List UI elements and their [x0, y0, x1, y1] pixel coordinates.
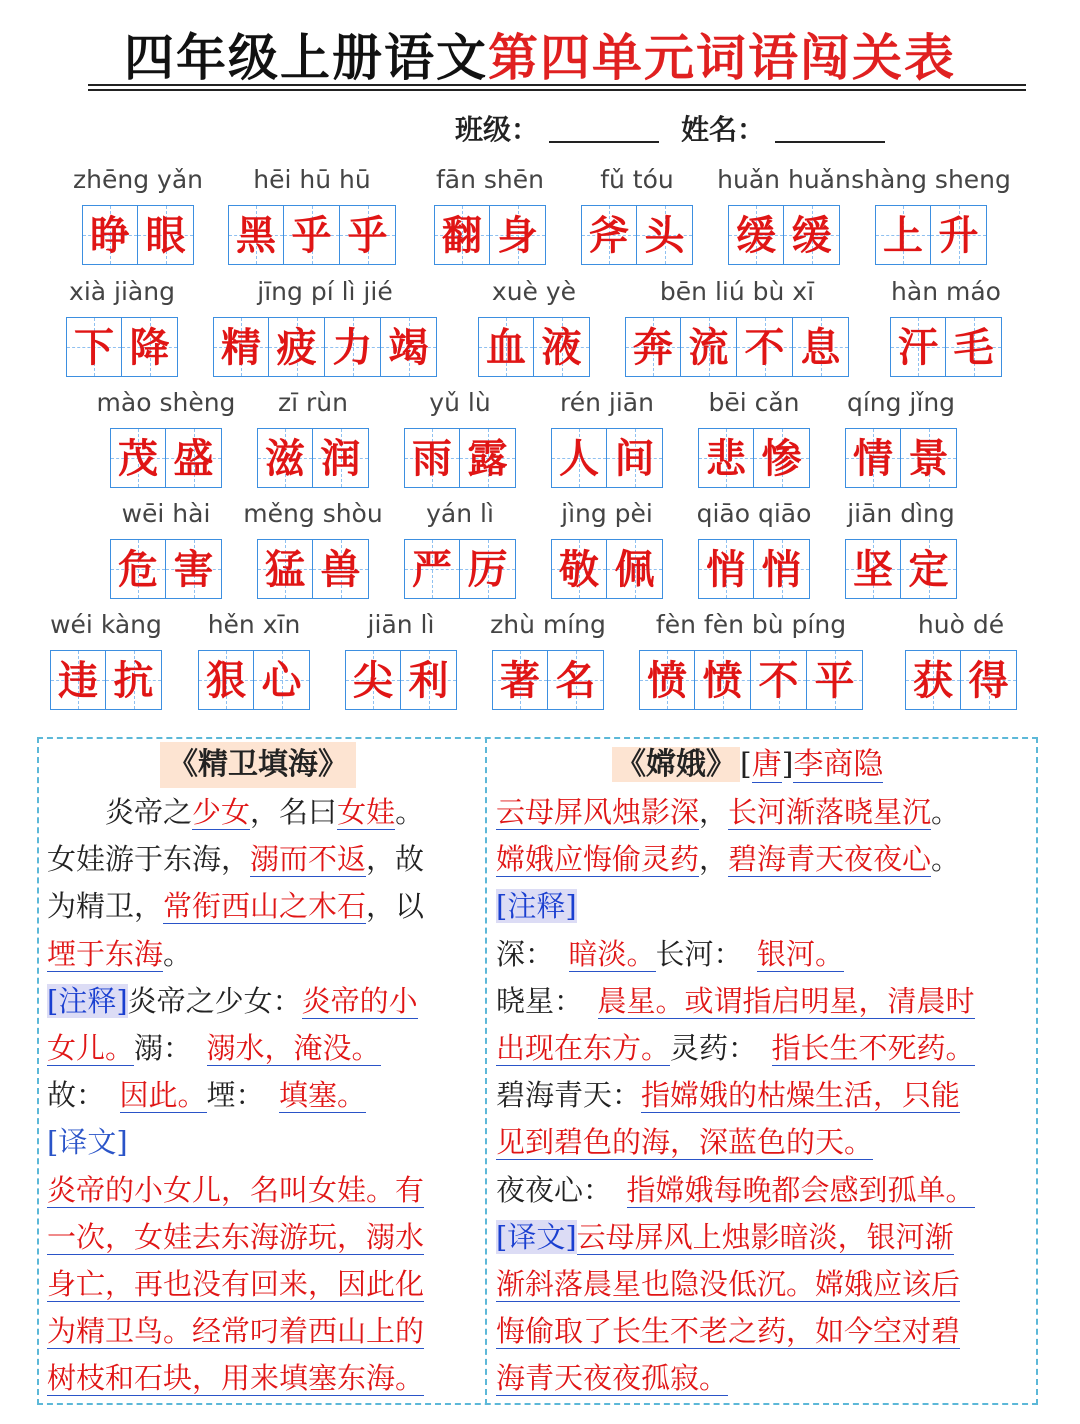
class-label: 班级：: [455, 113, 540, 146]
tianzige-cell: [325, 317, 381, 377]
tianzige-cell: [890, 317, 946, 377]
hanzi-char: 血: [486, 324, 526, 371]
tianzige-boxes: [50, 650, 162, 710]
hanzi-char: 流: [688, 324, 729, 371]
hanzi-char: 佩: [614, 546, 655, 593]
word-pinyin: hàn máo: [891, 277, 1001, 306]
tianzige-boxes: [905, 650, 1017, 710]
tianzige-cell: [698, 539, 754, 599]
tianzige-cell: [381, 317, 437, 377]
hanzi-char: 猛: [265, 546, 305, 593]
hanzi-char: 惨: [761, 435, 802, 482]
tianzige-cell: [213, 317, 269, 377]
tianzige-cell: [110, 539, 166, 599]
tianzige-cell: [254, 650, 310, 710]
word-pinyin: fèn fèn bù píng: [655, 610, 847, 639]
left-column: [47, 789, 477, 1403]
tianzige-cell: [961, 650, 1017, 710]
hanzi-char: 愤: [702, 657, 743, 704]
tianzige-cell: [340, 205, 396, 265]
right-note-6: 夜夜心： 指嫦娥每晚都会感到孤单。: [496, 1172, 975, 1207]
tianzige-boxes: [198, 650, 310, 710]
tianzige-boxes: [478, 317, 590, 377]
tianzige-cell: [66, 317, 122, 377]
hanzi-char: 尖: [353, 657, 393, 704]
tianzige-cell: [166, 428, 222, 488]
hanzi-char: 违: [58, 657, 98, 704]
right-note-2: 晓星： 晨星。或谓指启明星，清晨时: [496, 983, 975, 1018]
hanzi-char: 心: [261, 657, 302, 704]
word-pinyin: qiāo qiāo: [696, 499, 812, 528]
title-part2: 第四单元词语闯关表: [488, 28, 956, 87]
hanzi-char: 名: [555, 657, 596, 704]
left-title: 《精卫填海》: [160, 742, 356, 788]
tianzige-cell: [551, 539, 607, 599]
right-note-4: 碧海青天：指嫦娥的枯燥生活，只能: [496, 1078, 961, 1113]
name-blank[interactable]: [775, 115, 885, 143]
tianzige-cell: [901, 539, 957, 599]
tianzige-cell: [931, 205, 987, 265]
right-note-1: 深： 暗淡。长河： 银河。: [496, 936, 845, 971]
word-pinyin: jiān dìng: [847, 499, 955, 528]
hanzi-char: 竭: [388, 324, 429, 371]
panel-divider: [485, 737, 487, 1405]
right-note-3: 出现在东方。灵药： 指长生不死药。: [496, 1031, 975, 1066]
hanzi-char: 不: [758, 657, 799, 704]
left-line-4: 堙于东海。: [47, 936, 193, 971]
word-pinyin: fān shēn: [435, 165, 544, 194]
tianzige-boxes: [551, 428, 663, 488]
tianzige-boxes: [728, 205, 840, 265]
left-line-3: 为精卫，常衔西山之木石，以: [47, 889, 425, 924]
word-pinyin: huǎn huǎn: [717, 165, 851, 194]
word-pinyin: yǔ lù: [429, 388, 491, 417]
word-row: [0, 277, 1080, 389]
right-column: [496, 789, 1032, 1403]
tianzige-boxes: [845, 428, 957, 488]
hanzi-char: 上: [883, 212, 923, 259]
word-pinyin: shàng sheng: [851, 165, 1011, 194]
hanzi-char: 情: [853, 435, 893, 482]
hanzi-char: 缓: [736, 212, 776, 259]
hanzi-char: 睁: [90, 212, 130, 259]
hanzi-char: 兽: [320, 546, 361, 593]
hanzi-char: 愤: [647, 657, 687, 704]
word-row: [0, 499, 1080, 611]
tianzige-boxes: [257, 539, 369, 599]
tianzige-cell: [122, 317, 178, 377]
tianzige-cell: [460, 428, 516, 488]
hanzi-char: 汗: [898, 324, 938, 371]
tianzige-cell: [401, 650, 457, 710]
title-rule-top: [88, 84, 1026, 86]
tianzige-boxes: [639, 650, 863, 710]
hanzi-char: 力: [332, 324, 373, 371]
hanzi-char: 身: [497, 212, 538, 259]
word-pinyin: jìng pèi: [561, 499, 653, 528]
word-pinyin: wēi hài: [121, 499, 211, 528]
tianzige-cell: [637, 205, 693, 265]
tianzige-cell: [404, 539, 460, 599]
hanzi-char: 厉: [467, 546, 508, 593]
left-line-2: 女娃游于东海，溺而不返，故: [47, 842, 425, 877]
word-pinyin: yán lì: [426, 499, 494, 528]
tianzige-cell: [534, 317, 590, 377]
tianzige-boxes: [66, 317, 178, 377]
tianzige-cell: [434, 205, 490, 265]
word-pinyin: zī rùn: [278, 388, 348, 417]
tianzige-cell: [793, 317, 849, 377]
tianzige-boxes: [890, 317, 1002, 377]
hanzi-char: 缓: [791, 212, 832, 259]
right-trans-4: 海青天夜夜孤寂。: [496, 1361, 729, 1396]
hanzi-char: 悄: [706, 546, 746, 593]
hanzi-char: 危: [118, 546, 158, 593]
hanzi-char: 升: [938, 212, 979, 259]
tianzige-cell: [698, 428, 754, 488]
word-pinyin: qíng jǐng: [846, 388, 956, 417]
title-rule-bottom: [88, 89, 1026, 91]
hanzi-char: 精: [221, 324, 261, 371]
word-pinyin: bēn liú bù xī: [659, 277, 815, 306]
word-pinyin: rén jiān: [560, 388, 654, 417]
tianzige-cell: [198, 650, 254, 710]
left-note-1: [注释]炎帝之少女：炎帝的小: [47, 983, 418, 1018]
tianzige-cell: [728, 205, 784, 265]
word-pinyin: hēi hū hū: [253, 165, 371, 194]
tianzige-cell: [639, 650, 695, 710]
hanzi-char: 盛: [173, 435, 214, 482]
page-title: [0, 18, 1080, 90]
tianzige-cell: [492, 650, 548, 710]
tianzige-cell: [551, 428, 607, 488]
hanzi-char: 坚: [853, 546, 893, 593]
tianzige-boxes: [581, 205, 693, 265]
word-row: [0, 165, 1080, 277]
hanzi-char: 著: [500, 657, 540, 704]
left-trans-3: 身亡，再也没有回来，因此化: [47, 1267, 425, 1302]
hanzi-char: 害: [173, 546, 214, 593]
hanzi-char: 悲: [706, 435, 746, 482]
tianzige-boxes: [404, 539, 516, 599]
tianzige-boxes: [625, 317, 849, 377]
tianzige-cell: [548, 650, 604, 710]
right-trans-1: [译文]云母屏风上烛影暗淡，银河渐: [496, 1219, 954, 1254]
tianzige-cell: [478, 317, 534, 377]
hanzi-char: 茂: [118, 435, 158, 482]
word-pinyin: fǔ tóu: [600, 165, 674, 194]
right-poem-1: 云母屏风烛影深，长河渐落晓星沉。: [496, 795, 961, 829]
right-title: 《嫦娥》 [唐]李商隐: [612, 742, 883, 788]
word-pinyin: jiān lì: [367, 610, 435, 639]
hanzi-char: 得: [968, 657, 1009, 704]
left-trans-4: 为精卫鸟。经常叼着西山上的: [47, 1314, 425, 1349]
hanzi-char: 奔: [633, 324, 673, 371]
tianzige-cell: [581, 205, 637, 265]
tianzige-boxes: [228, 205, 396, 265]
tianzige-cell: [460, 539, 516, 599]
tianzige-cell: [269, 317, 325, 377]
tianzige-cell: [257, 539, 313, 599]
tianzige-cell: [875, 205, 931, 265]
hanzi-char: 毛: [953, 324, 994, 371]
tianzige-boxes: [257, 428, 369, 488]
tianzige-cell: [845, 428, 901, 488]
hanzi-char: 雨: [412, 435, 452, 482]
tianzige-boxes: [345, 650, 457, 710]
tianzige-cell: [681, 317, 737, 377]
tianzige-cell: [695, 650, 751, 710]
tianzige-boxes: [698, 539, 810, 599]
tianzige-cell: [754, 428, 810, 488]
tianzige-cell: [345, 650, 401, 710]
hanzi-char: 利: [408, 657, 449, 704]
tianzige-boxes: [845, 539, 957, 599]
hanzi-char: 不: [744, 324, 785, 371]
tianzige-cell: [807, 650, 863, 710]
word-pinyin: bēi cǎn: [708, 388, 800, 417]
word-pinyin: jīng pí lì jié: [257, 277, 393, 306]
word-pinyin: zhēng yǎn: [73, 165, 203, 194]
hanzi-char: 翻: [442, 212, 482, 259]
left-trans-tag: [译文]: [47, 1125, 128, 1160]
word-pinyin: hěn xīn: [207, 610, 301, 639]
tianzige-boxes: [404, 428, 516, 488]
word-pinyin: měng shòu: [243, 499, 383, 528]
word-pinyin: mào shèng: [96, 388, 236, 417]
hanzi-char: 定: [908, 546, 949, 593]
hanzi-char: 息: [800, 324, 841, 371]
class-blank[interactable]: [549, 115, 659, 143]
hanzi-char: 黑: [236, 212, 276, 259]
tianzige-cell: [228, 205, 284, 265]
hanzi-char: 斧: [589, 212, 629, 259]
hanzi-char: 露: [467, 435, 508, 482]
word-row: [0, 388, 1080, 500]
right-trans-2: 渐斜落晨星也隐没低沉。嫦娥应该后: [496, 1267, 961, 1302]
left-trans-2: 一次，女娃去东海游玩，溺水: [47, 1219, 425, 1254]
word-pinyin: xuè yè: [491, 277, 577, 306]
tianzige-boxes: [213, 317, 437, 377]
right-note-tag: [注释]: [496, 889, 577, 924]
tianzige-cell: [50, 650, 106, 710]
tianzige-cell: [901, 428, 957, 488]
hanzi-char: 严: [412, 546, 452, 593]
tianzige-boxes: [551, 539, 663, 599]
hanzi-char: 下: [74, 324, 114, 371]
tianzige-boxes: [82, 205, 194, 265]
tianzige-cell: [110, 428, 166, 488]
hanzi-char: 头: [644, 212, 685, 259]
name-label: 姓名：: [681, 113, 766, 146]
tianzige-cell: [284, 205, 340, 265]
tianzige-cell: [751, 650, 807, 710]
tianzige-cell: [607, 428, 663, 488]
tianzige-cell: [490, 205, 546, 265]
hanzi-char: 间: [614, 435, 655, 482]
tianzige-boxes: [110, 428, 222, 488]
word-pinyin: wéi kàng: [50, 610, 162, 639]
hanzi-char: 悄: [761, 546, 802, 593]
hanzi-char: 疲: [276, 324, 317, 371]
word-pinyin: xià jiàng: [69, 277, 175, 306]
tianzige-cell: [737, 317, 793, 377]
tianzige-cell: [404, 428, 460, 488]
hanzi-char: 敬: [559, 546, 599, 593]
left-line-1: 炎帝之少女，名曰女娃。: [105, 795, 425, 829]
tianzige-cell: [784, 205, 840, 265]
tianzige-cell: [313, 428, 369, 488]
tianzige-boxes: [492, 650, 604, 710]
right-note-5: 见到碧色的海，深蓝色的天。: [496, 1125, 874, 1160]
hanzi-char: 眼: [145, 212, 186, 259]
tianzige-cell: [82, 205, 138, 265]
tianzige-cell: [905, 650, 961, 710]
hanzi-char: 狠: [206, 657, 246, 704]
tianzige-boxes: [698, 428, 810, 488]
word-pinyin: zhù míng: [490, 610, 606, 639]
right-trans-3: 悔偷取了长生不老之药，如今空对碧: [496, 1314, 961, 1349]
tianzige-cell: [607, 539, 663, 599]
hanzi-char: 抗: [113, 657, 154, 704]
hanzi-char: 景: [908, 435, 949, 482]
hanzi-char: 乎: [291, 212, 332, 259]
left-note-3: 故： 因此。堙： 填塞。: [47, 1078, 367, 1113]
hanzi-char: 获: [913, 657, 953, 704]
tianzige-cell: [313, 539, 369, 599]
hanzi-char: 乎: [347, 212, 388, 259]
hanzi-char: 润: [320, 435, 361, 482]
left-trans-1: 炎帝的小女儿，名叫女娃。有: [47, 1172, 425, 1207]
tianzige-cell: [106, 650, 162, 710]
word-row: [0, 610, 1080, 722]
class-name-line: [455, 108, 907, 148]
tianzige-cell: [625, 317, 681, 377]
tianzige-cell: [754, 539, 810, 599]
tianzige-boxes: [110, 539, 222, 599]
hanzi-char: 液: [541, 324, 582, 371]
tianzige-cell: [946, 317, 1002, 377]
hanzi-char: 滋: [265, 435, 305, 482]
hanzi-char: 平: [814, 657, 855, 704]
tianzige-cell: [257, 428, 313, 488]
left-note-2: 女儿。溺： 溺水，淹没。: [47, 1031, 381, 1066]
hanzi-char: 降: [129, 324, 170, 371]
tianzige-cell: [166, 539, 222, 599]
tianzige-cell: [138, 205, 194, 265]
tianzige-cell: [845, 539, 901, 599]
hanzi-char: 人: [559, 435, 599, 482]
right-poem-2: 嫦娥应悔偷灵药，碧海青天夜夜心。: [496, 842, 961, 877]
left-trans-5: 树枝和石块，用来填塞东海。: [47, 1361, 425, 1396]
title-part1: 四年级上册语文: [124, 28, 488, 87]
tianzige-boxes: [434, 205, 546, 265]
word-pinyin: huò dé: [917, 610, 1005, 639]
tianzige-boxes: [875, 205, 987, 265]
